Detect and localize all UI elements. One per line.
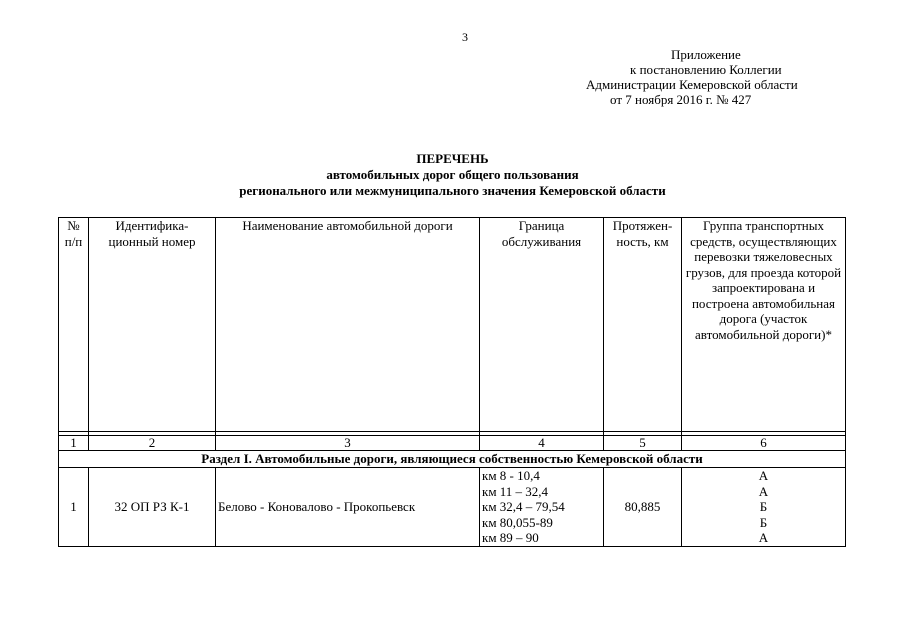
row-num: 1 <box>59 468 89 547</box>
header-length: Протяжен-ность, км <box>604 218 682 432</box>
group-item: Б <box>759 514 768 530</box>
appendix-line-1: Приложение <box>671 47 741 62</box>
section-title: Раздел I. Автомобильные дороги, являющиеся собственностью Кемеровской области <box>59 451 846 468</box>
header-id: Идентифика-ционный номер <box>89 218 216 432</box>
title-line-3: регионального или межмуниципального значения Кемеровской области <box>239 183 666 198</box>
header-name: Наименование автомобильной дороги <box>216 218 480 432</box>
header-group: Группа транспортных средств, осуществляющих перевозки тяжеловесных грузов, для проезда которой запроектирована и построена автомобильная дорога (участок автомобильной дороги)* <box>682 218 846 432</box>
page-number: 3 <box>462 30 468 44</box>
appendix-line-3: Администрации Кемеровской области <box>586 77 798 92</box>
segment-item: км 89 – 90 <box>482 530 539 545</box>
column-number: 3 <box>216 436 480 451</box>
column-number: 1 <box>59 436 89 451</box>
header-num: № п/п <box>59 218 89 432</box>
appendix-block <box>560 47 860 107</box>
roads-table <box>58 217 846 547</box>
segment-item: км 8 - 10,4 <box>482 468 540 483</box>
segment-item: км 80,055-89 <box>482 514 553 530</box>
segment-item: км 11 – 32,4 <box>482 483 549 499</box>
column-number: 6 <box>682 436 846 451</box>
group-item: А <box>758 530 769 545</box>
row-groups <box>682 468 846 547</box>
table-row <box>59 468 846 547</box>
segment-item: км 32,4 – 79,54 <box>482 499 565 514</box>
header-border: Граница обслуживания <box>480 218 604 432</box>
row-segments <box>480 468 604 547</box>
column-number-row <box>59 436 846 451</box>
row-length: 80,885 <box>604 468 682 547</box>
appendix-line-2: к постановлению Коллегии <box>630 62 782 77</box>
column-number: 4 <box>480 436 604 451</box>
row-road-name: Белово - Коновалово - Прокопьевск <box>216 468 480 547</box>
column-number: 2 <box>89 436 216 451</box>
section-row <box>59 451 846 468</box>
appendix-line-4: от 7 ноября 2016 г. № 427 <box>610 92 752 107</box>
group-item: А <box>758 483 769 499</box>
title-line-1: ПЕРЕЧЕНЬ <box>416 151 489 166</box>
column-number: 5 <box>604 436 682 451</box>
group-item: А <box>758 468 769 483</box>
row-id: 32 ОП РЗ К-1 <box>89 468 216 547</box>
document-title <box>0 151 905 199</box>
group-item: Б <box>759 499 768 514</box>
table-header-row <box>59 218 846 432</box>
title-line-2: автомобильных дорог общего пользования <box>326 167 579 182</box>
